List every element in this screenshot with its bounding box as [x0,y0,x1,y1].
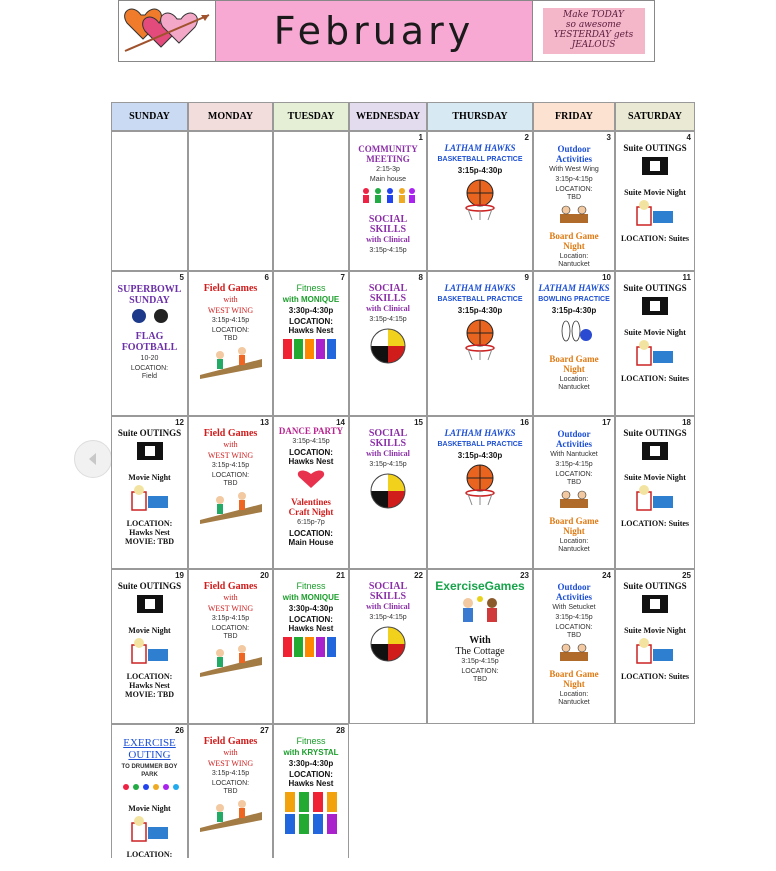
event-title: Fitness [296,283,326,293]
event-title: Outdoor Activities [556,429,592,449]
day-cell-10 [533,271,615,416]
day-cell-2 [427,131,533,271]
weekday-friday: FRIDAY [533,102,615,131]
field-games-icon [198,798,264,832]
outing-icon [135,440,165,462]
event-title: Board Game Night [549,231,599,251]
day-number: 25 [682,571,691,580]
event-location: LOCATION: TBD [555,624,593,639]
event-detail: with MONIQUE [282,295,340,304]
day-number: 24 [602,571,611,580]
day-cell-22 [349,569,427,724]
day-cell-28 [273,724,349,858]
day-cell-27 [188,724,273,858]
day-number: 9 [524,273,529,282]
event-title: Outdoor Activities [556,144,592,164]
day-number: 18 [682,418,691,427]
event-detail: WEST WING [207,451,254,460]
event-detail: with [223,295,238,304]
event-title: Movie Night [128,626,171,635]
day-cell-14 [273,416,349,569]
event-detail: With Nantucket [550,451,598,458]
day-number: 5 [179,273,184,282]
weekday-tuesday: TUESDAY [273,102,349,131]
day-number: 8 [418,273,423,282]
day-number: 21 [336,571,345,580]
event-time: 10-20 [140,355,159,362]
day-cell-19 [111,569,188,724]
event-subtitle: BOWLING PRACTICE [538,296,610,303]
day-number: 12 [175,418,184,427]
outing-icon [640,593,670,615]
event-time: 3:15p-4:15p [211,462,250,469]
day-cell-21 [273,569,349,724]
event-location: LOCATION: Hawks Nest MOVIE: TBD [125,519,174,546]
event-location: Location: Nantucket [558,253,590,268]
day-cell-8 [349,271,427,416]
day-number: 11 [682,273,691,282]
event-location: LOCATION: TBD [555,186,593,201]
event-time: 3:15p-4:15p [292,438,330,445]
event-detail: With [469,635,491,646]
medicine-wheel-icon [368,326,408,366]
event-title: Field Games [203,736,258,747]
day-cell-16 [427,416,533,569]
day-cell-5 [111,271,188,416]
month-title: February [216,0,532,62]
day-number: 3 [606,133,611,142]
day-number: 17 [602,418,611,427]
day-number: 1 [418,133,423,142]
field-games-icon [198,643,264,677]
event-time: 3:15p-4:30p [457,306,503,315]
board-game-icon [554,204,594,224]
event-detail: WEST WING [207,306,254,315]
weekday-wednesday: WEDNESDAY [349,102,427,131]
quote-text: Make TODAY so awesome YESTERDAY gets JEALOUS [543,8,645,54]
event-detail: With Setucket [552,604,596,611]
event-detail: The Cottage [455,646,505,657]
weekday-thursday: THURSDAY [427,102,533,131]
event-time: 6:15p-7p [297,519,325,526]
event-time: 3:15p-4:15p [555,614,593,621]
event-title: FLAG FOOTBALL [121,331,178,353]
day-cell-empty [188,131,273,271]
event-title: Suite Movie Night [624,188,686,197]
day-cell-empty [273,131,349,271]
event-title: Suite OUTINGS [623,428,687,438]
event-location: LOCATION: TBD [461,668,499,683]
event-title: Field Games [203,428,258,439]
event-title: Movie Night [128,804,171,813]
day-cell-17 [533,416,615,569]
event-title: SOCIAL SKILLS with Clinical [366,214,410,244]
board-game-icon [554,642,594,662]
event-title: Suite OUTINGS [623,581,687,591]
event-time: 3:30p-4:30p [288,306,334,315]
event-detail: WEST WING [207,604,254,613]
day-cell-12 [111,416,188,569]
event-location: LOCATION: TBD [211,327,250,342]
event-location: LOCATION: Main House [288,529,334,547]
field-games-icon [198,345,264,379]
day-cell-15 [349,416,427,569]
quote-image [532,0,655,62]
day-number: 16 [520,418,529,427]
calendar-header [118,0,655,62]
day-number: 20 [260,571,269,580]
event-location: LOCATION: TBD [211,472,250,487]
movie-popcorn-icon [128,484,172,512]
day-cell-25 [615,569,695,724]
day-cell-3 [533,131,615,271]
weekday-sunday: SUNDAY [111,102,188,131]
event-time: 3:15p-4:30p [551,306,597,315]
day-number: 4 [686,133,691,142]
movie-popcorn-icon [633,199,677,227]
event-title: Field Games [203,581,258,592]
event-location: LOCATION: Hawks Nest [288,448,334,466]
medicine-wheel-icon [368,471,408,511]
movie-popcorn-icon [633,637,677,665]
day-cell-20 [188,569,273,724]
event-location: Location: Nantucket [558,376,590,391]
day-cell-13 [188,416,273,569]
event-title: SUPERBOWL SUNDAY [117,284,182,306]
day-number: 14 [336,418,345,427]
movie-popcorn-icon [128,815,172,843]
event-title: Board Game Night [549,516,599,536]
outing-icon [640,295,670,317]
event-title: Board Game Night [549,669,599,689]
movie-popcorn-icon [633,339,677,367]
day-number: 2 [524,133,529,142]
event-title: COMMUNITY MEETING [358,144,418,164]
event-title: Suite OUTINGS [117,428,182,438]
event-title: EXERCISE OUTING [123,737,176,761]
event-title: Field Games [203,283,258,294]
calendar-grid [111,102,695,858]
hearts-icon [119,1,215,61]
day-cell-11 [615,271,695,416]
day-number: 27 [260,726,269,735]
movie-popcorn-icon [128,637,172,665]
fitness-icon [281,337,341,361]
event-time: 3:15p-4:15p [211,770,250,777]
event-title: Suite OUTINGS [623,143,687,153]
event-detail: with KRYSTAL [283,748,339,757]
event-detail: with [223,440,238,449]
medicine-wheel-icon [368,624,408,664]
event-location: LOCATION: Hawks Nest [288,317,334,335]
event-title: Suite OUTINGS [117,581,182,591]
event-time: 3:15p-4:15p [369,316,407,323]
event-location: LOCATION: Hawks Nest MOVIE: TBD [125,672,174,699]
event-location: LOCATION: Suites [620,672,690,681]
event-title: Movie Night [128,473,171,482]
event-location: LOCATION: TBD [211,780,250,795]
event-subtitle: BASKETBALL PRACTICE [437,296,523,303]
day-cell-7 [273,271,349,416]
event-detail: with MONIQUE [282,593,340,602]
event-location: Location: Nantucket [558,538,590,553]
helmets-icon [125,308,175,324]
basketball-icon [462,317,498,361]
event-time: 3:15p-4:15p [211,317,250,324]
event-title: LATHAM HAWKS [444,428,516,438]
event-title: DANCE PARTY [278,426,344,436]
movie-popcorn-icon [633,484,677,512]
hearts-clipart [118,0,216,62]
event-time: 3:15p-4:15p [555,461,593,468]
basketball-icon [462,462,498,506]
bowling-icon [554,317,594,343]
event-detail: With West Wing [549,166,599,173]
event-title: ExerciseGames [435,579,525,593]
park-people-icon [120,781,180,793]
event-time: 3:30p-4:30p [288,604,334,613]
event-location: Main house [369,176,407,183]
outing-icon [135,593,165,615]
event-time: 3:30p-4:30p [288,759,334,768]
day-number: 10 [602,273,611,282]
event-title: SOCIAL SKILLS with Clinical [366,283,410,313]
day-number: 6 [264,273,269,282]
people-icon [358,186,418,204]
day-number: 7 [340,273,345,282]
event-location: LOCATION: Suites [620,519,690,528]
day-number: 13 [260,418,269,427]
event-location: LOCATION: TBD [211,625,250,640]
event-time: 3:15p-4:30p [457,166,503,175]
day-cell-26 [111,724,188,858]
event-time: 3:15p-4:15p [369,614,407,621]
event-title: Suite OUTINGS [623,283,687,293]
day-cell-24 [533,569,615,724]
day-cell-6 [188,271,273,416]
event-location: Location: Nantucket [558,691,590,706]
event-location: LOCATION: Hawks Nest [288,770,334,788]
event-time: 3:15p-4:15p [555,176,593,183]
event-title: Suite Movie Night [624,473,686,482]
event-detail: TO DRUMMER BOY PARK [121,764,178,778]
day-cell-9 [427,271,533,416]
event-time: 3:15p-4:30p [457,451,503,460]
day-number: 15 [414,418,423,427]
fitness-icon [281,790,341,836]
event-title: Fitness [296,581,326,591]
fitness-icon [281,635,341,659]
event-time: 3:15p-4:15p [211,615,250,622]
event-time: 3:15p-4:15p [369,247,407,254]
event-location: LOCATION: TBD [555,471,593,486]
event-title: LATHAM HAWKS [538,283,610,293]
heart-icon [296,468,326,490]
day-cell-4 [615,131,695,271]
weekday-saturday: SATURDAY [615,102,695,131]
chevron-left-icon [86,452,100,466]
event-location: LOCATION: Field [130,365,169,380]
event-detail: with [223,748,238,757]
day-number: 28 [336,726,345,735]
day-number: 23 [520,571,529,580]
event-title: SOCIAL SKILLS with Clinical [366,428,410,458]
day-number: 22 [414,571,423,580]
event-title: Suite Movie Night [624,626,686,635]
event-location: LOCATION: Suites [620,234,690,243]
event-title: Board Game Night [549,354,599,374]
event-location: LOCATION: Hawks Nest [288,615,334,633]
day-cell-23 [427,569,533,724]
previous-button[interactable] [74,440,112,478]
event-title: Valentines Craft Night [288,497,334,517]
event-subtitle: BASKETBALL PRACTICE [437,156,523,163]
outing-icon [640,440,670,462]
event-title: Outdoor Activities [556,582,592,602]
field-games-icon [198,490,264,524]
day-cell-18 [615,416,695,569]
board-game-icon [554,489,594,509]
event-title: Fitness [296,736,326,746]
day-number: 19 [175,571,184,580]
event-detail: WEST WING [207,759,254,768]
event-detail: with [223,593,238,602]
outing-icon [640,155,670,177]
event-title: SOCIAL SKILLS with Clinical [366,581,410,611]
event-location: LOCATION: Suites [620,374,690,383]
exercise-kids-icon [450,595,510,629]
day-number: 26 [175,726,184,735]
event-title: LATHAM HAWKS [444,283,516,293]
event-time: 3:15p-4:15p [461,658,499,665]
event-title: LATHAM HAWKS [444,143,516,153]
event-location: LOCATION: [126,850,173,858]
day-cell-1 [349,131,427,271]
event-subtitle: BASKETBALL PRACTICE [437,441,523,448]
weekday-monday: MONDAY [188,102,273,131]
day-cell-empty [111,131,188,271]
event-time: 2:15-3p [376,166,400,173]
event-time: 3:15p-4:15p [369,461,407,468]
event-title: Suite Movie Night [624,328,686,337]
basketball-icon [462,177,498,221]
